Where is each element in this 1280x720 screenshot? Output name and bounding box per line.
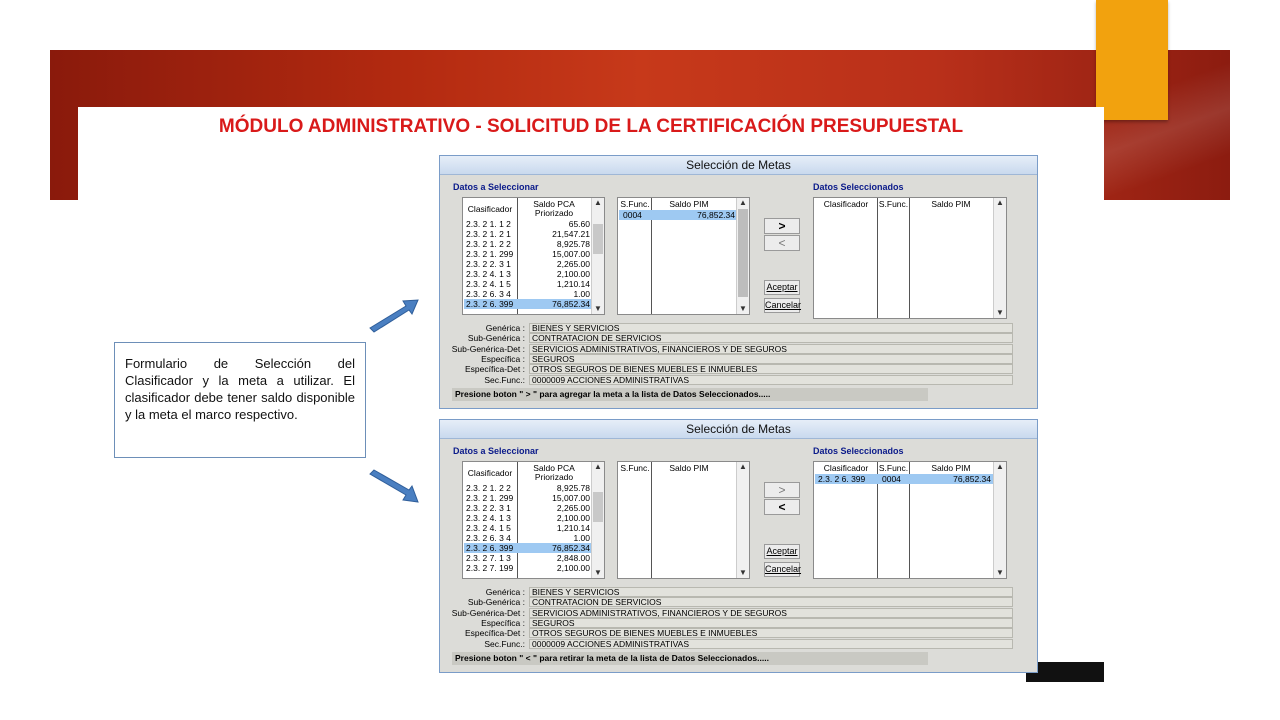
detail-value-field: SERVICIOS ADMINISTRATIVOS, FINANCIEROS Y DE SEGUROS	[529, 344, 1013, 354]
sfunc-value: 0004	[623, 210, 642, 220]
saldo-pca-value: 1.00	[573, 533, 590, 543]
detail-label: Sub-Genérica :	[467, 333, 525, 344]
col-sfunc: S.Func.	[620, 199, 650, 209]
datos-seleccionados-label: Datos Seleccionados	[813, 182, 904, 192]
detail-value-field: CONTRATACION DE SERVICIOS	[529, 597, 1013, 607]
clasificador-code: 2.3. 2 4. 1 5	[466, 279, 511, 289]
saldo-pim-value: 76,852.34	[697, 210, 735, 220]
detail-label: Específica-Det :	[465, 364, 525, 375]
table-row[interactable]	[464, 513, 592, 523]
detail-value-field: SERVICIOS ADMINISTRATIVOS, FINANCIEROS Y DE SEGUROS	[529, 608, 1013, 618]
detail-label: Sec.Func.:	[484, 638, 525, 649]
aceptar-button[interactable]: Aceptar	[764, 280, 800, 295]
saldo-pca-value: 15,007.00	[552, 249, 590, 259]
detail-value-field: 0000009 ACCIONES ADMINISTRATIVAS	[529, 375, 1013, 385]
detail-value-field: OTROS SEGUROS DE BIENES MUEBLES E INMUEBLES	[529, 628, 1013, 638]
table-row[interactable]	[464, 259, 592, 269]
table-row[interactable]	[464, 299, 592, 309]
col-clasificador: Clasificador	[823, 463, 869, 473]
clasificador-code: 2.3. 2 1. 299	[466, 249, 514, 259]
clasificador-code: 2.3. 2 1. 2 2	[466, 239, 511, 249]
col-saldo-pim: Saldo PIM	[669, 463, 709, 473]
detail-value-field: SEGUROS	[529, 354, 1013, 364]
table-row[interactable]	[464, 493, 592, 503]
clasificador-code: 2.3. 2 6. 399	[466, 543, 514, 553]
datos-seleccionados-label: Datos Seleccionados	[813, 446, 904, 456]
clasificador-code: 2.3. 2 4. 1 3	[466, 269, 511, 279]
clasificador-code: 2.3. 2 1. 2 1	[466, 229, 511, 239]
detail-label: Específica-Det :	[465, 628, 525, 639]
clasificador-code: 2.3. 2 6. 3 4	[466, 533, 511, 543]
table-row[interactable]	[619, 210, 737, 220]
datos-seleccionar-label: Datos a Seleccionar	[453, 446, 539, 456]
clasificador-list[interactable]	[462, 197, 605, 315]
clasificador-list[interactable]	[462, 461, 605, 579]
window-title: Selección de Metas	[440, 156, 1037, 175]
saldo-pca-value: 1,210.14	[556, 523, 590, 533]
clasificador-code: 2.3. 2 4. 1 3	[466, 513, 511, 523]
clasificador-code: 2.3. 2 1. 2 2	[466, 483, 511, 493]
callout-box: Formulario de Selección del Clasificador y la meta a utilizar. El clasificador debe tener saldo disponible y la meta el marco respectivo.	[114, 342, 366, 458]
seleccion-metas-window-1	[439, 155, 1038, 409]
table-row[interactable]	[464, 249, 592, 259]
scrollbar[interactable]: ▲ ▼	[591, 198, 604, 314]
detail-label: Sub-Genérica-Det :	[451, 343, 525, 354]
detail-value-field: BIENES Y SERVICIOS	[529, 323, 1013, 333]
table-row[interactable]	[464, 503, 592, 513]
detail-value-field: CONTRATACION DE SERVICIOS	[529, 333, 1013, 343]
add-meta-button[interactable]: >	[764, 218, 800, 234]
saldo-pca-value: 2,265.00	[556, 259, 590, 269]
detail-label: Sec.Func.:	[484, 374, 525, 385]
col-clasificador: Clasificador	[823, 199, 869, 209]
clasificador-code: 2.3. 2 2. 3 1	[466, 503, 511, 513]
saldo-pca-value: 1,210.14	[556, 279, 590, 289]
table-row[interactable]	[464, 553, 592, 563]
clasificador-code: 2.3. 2 2. 3 1	[466, 259, 511, 269]
detail-label: Sub-Genérica :	[467, 597, 525, 608]
detail-value-field: BIENES Y SERVICIOS	[529, 587, 1013, 597]
saldo-pca-value: 21,547.21	[552, 229, 590, 239]
col-sfunc: S.Func.	[620, 463, 650, 473]
saldo-pca-value: 1.00	[573, 289, 590, 299]
clasificador-code: 2.3. 2 6. 399	[466, 299, 514, 309]
clasificador-code: 2.3. 2 6. 399	[818, 474, 866, 484]
saldo-pca-value: 2,265.00	[556, 503, 590, 513]
clasificador-code: 2.3. 2 7. 199	[466, 563, 514, 573]
status-bar: Presione boton " > " para agregar la meta a la lista de Datos Seleccionados.....	[452, 388, 928, 401]
selected-list[interactable]	[813, 461, 1007, 579]
col-saldo-pca: Saldo PCA Priorizado	[533, 463, 575, 482]
scrollbar[interactable]: ▲ ▼	[736, 462, 749, 578]
saldo-pca-value: 76,852.34	[552, 299, 590, 309]
table-row[interactable]	[464, 289, 592, 299]
seleccion-metas-window-2	[439, 419, 1038, 673]
remove-meta-button[interactable]: <	[764, 499, 800, 515]
saldo-pca-value: 2,100.00	[556, 513, 590, 523]
detail-label: Específica :	[481, 353, 525, 364]
detail-value-field: SEGUROS	[529, 618, 1013, 628]
clasificador-code: 2.3. 2 1. 1 2	[466, 219, 511, 229]
meta-list[interactable]	[617, 461, 750, 579]
table-row[interactable]	[464, 563, 592, 573]
arrow-up-right-icon	[366, 296, 422, 334]
saldo-pca-value: 76,852.34	[552, 543, 590, 553]
table-row[interactable]	[464, 279, 592, 289]
detail-value-field: 0000009 ACCIONES ADMINISTRATIVAS	[529, 639, 1013, 649]
table-row[interactable]	[464, 229, 592, 239]
col-saldo-pim: Saldo PIM	[931, 463, 971, 473]
col-saldo-pim: Saldo PIM	[669, 199, 709, 209]
arrow-down-right-icon	[366, 466, 422, 506]
col-saldo-pca: Saldo PCA Priorizado	[533, 199, 575, 218]
col-sfunc: S.Func.	[878, 199, 909, 209]
accent-tab	[1096, 0, 1168, 120]
saldo-pca-value: 8,925.78	[556, 239, 590, 249]
saldo-pca-value: 2,100.00	[556, 269, 590, 279]
page-title: MÓDULO ADMINISTRATIVO - SOLICITUD DE LA CERTIFICACIÓN PRESUPUESTAL	[218, 116, 964, 137]
scrollbar[interactable]: ▲ ▼	[993, 462, 1006, 578]
scrollbar[interactable]: ▲ ▼	[591, 462, 604, 578]
remove-meta-button[interactable]: <	[764, 235, 800, 251]
cancelar-button[interactable]: Cancelar	[764, 298, 800, 313]
saldo-pca-value: 65.60	[568, 219, 590, 229]
selected-list[interactable]	[813, 197, 1007, 319]
scrollbar[interactable]: ▲ ▼	[736, 198, 749, 314]
table-row[interactable]	[464, 269, 592, 279]
clasificador-code: 2.3. 2 1. 299	[466, 493, 514, 503]
col-sfunc: S.Func.	[878, 463, 909, 473]
aceptar-button[interactable]: Aceptar	[764, 544, 800, 559]
col-saldo-pim: Saldo PIM	[931, 199, 971, 209]
detail-label: Sub-Genérica-Det :	[451, 607, 525, 618]
clasificador-code: 2.3. 2 7. 1 3	[466, 553, 511, 563]
table-row[interactable]	[464, 483, 592, 493]
saldo-pim-value: 76,852.34	[953, 474, 991, 484]
saldo-pca-value: 8,925.78	[556, 483, 590, 493]
detail-label: Genérica :	[485, 587, 525, 597]
cancelar-button[interactable]: Cancelar	[764, 562, 800, 577]
table-row[interactable]	[464, 543, 592, 553]
clasificador-code: 2.3. 2 6. 3 4	[466, 289, 511, 299]
table-row[interactable]	[464, 533, 592, 543]
datos-seleccionar-label: Datos a Seleccionar	[453, 182, 539, 192]
status-bar: Presione boton " < " para retirar la meta de la lista de Datos Seleccionados.....	[452, 652, 928, 665]
window-title: Selección de Metas	[440, 420, 1037, 439]
detail-label: Específica :	[481, 617, 525, 628]
col-clasificador: Clasificador	[467, 468, 513, 478]
table-row[interactable]	[815, 474, 993, 484]
table-row[interactable]	[464, 523, 592, 533]
saldo-pca-value: 2,100.00	[556, 563, 590, 573]
scrollbar[interactable]: ▲ ▼	[993, 198, 1006, 318]
saldo-pca-value: 15,007.00	[552, 493, 590, 503]
saldo-pca-value: 2,848.00	[556, 553, 590, 563]
add-meta-button[interactable]: >	[764, 482, 800, 498]
table-row[interactable]	[464, 239, 592, 249]
col-clasificador: Clasificador	[467, 204, 513, 214]
clasificador-code: 2.3. 2 4. 1 5	[466, 523, 511, 533]
table-row[interactable]	[464, 219, 592, 229]
detail-label: Genérica :	[485, 323, 525, 333]
meta-list[interactable]	[617, 197, 750, 315]
sfunc-value: 0004	[882, 474, 901, 484]
detail-value-field: OTROS SEGUROS DE BIENES MUEBLES E INMUEBLES	[529, 364, 1013, 374]
